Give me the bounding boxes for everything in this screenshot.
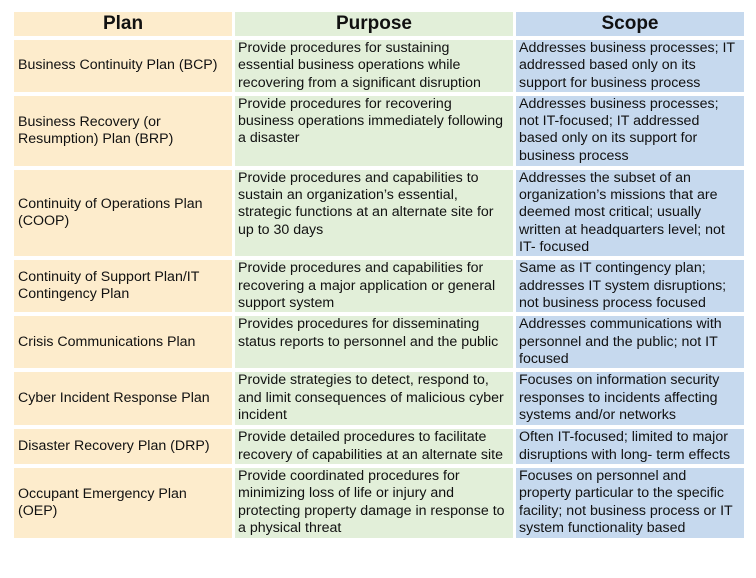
contingency-plans-table: [11, 8, 747, 542]
scope-cell: Focuses on personnel and property particular to the specific facility; not business process or IT system functionality based: [516, 468, 744, 538]
purpose-cell: Provide procedures for sustaining essential business operations while recovering from a significant disruption: [235, 40, 513, 92]
table-row: [14, 372, 744, 425]
plan-cell: Disaster Recovery Plan (DRP): [14, 429, 232, 464]
plan-cell: Crisis Communications Plan: [14, 316, 232, 368]
header-row: [14, 12, 744, 36]
scope-cell: Same as IT contingency plan; addresses IT system disruptions; not business process focused: [516, 260, 744, 312]
scope-cell: Addresses business processes; not IT-focused; IT addressed based only on its support for business process: [516, 96, 744, 166]
scope-cell: Addresses the subset of an organization’s missions that are deemed most critical; usually written at headquarters level; not IT- focused: [516, 170, 744, 256]
purpose-cell: Provide detailed procedures to facilitate recovery of capabilities at an alternate site: [235, 429, 513, 464]
plan-cell: Occupant Emergency Plan (OEP): [14, 468, 232, 538]
purpose-cell: Provides procedures for disseminating status reports to personnel and the public: [235, 316, 513, 368]
contingency-plans-table-container: [14, 12, 744, 542]
purpose-cell: Provide procedures and capabilities to sustain an organization’s essential, strategic functions at an alternate site for up to 30 days: [235, 170, 513, 256]
plan-cell: Continuity of Operations Plan (COOP): [14, 170, 232, 256]
plan-cell: Cyber Incident Response Plan: [14, 372, 232, 425]
purpose-cell: Provide strategies to detect, respond to, and limit consequences of malicious cyber incident: [235, 372, 513, 425]
purpose-cell: Provide procedures and capabilities for recovering a major application or general support system: [235, 260, 513, 312]
scope-cell: Focuses on information security responses to incidents affecting systems and/or networks: [516, 372, 744, 425]
scope-cell: Often IT-focused; limited to major disruptions with long- term effects: [516, 429, 744, 464]
scope-cell: Addresses business processes; IT addressed based only on its support for business process: [516, 40, 744, 92]
plan-cell: Business Recovery (or Resumption) Plan (BRP): [14, 96, 232, 166]
table-row: [14, 260, 744, 312]
purpose-cell: Provide procedures for recovering business operations immediately following a disaster: [235, 96, 513, 166]
header-scope: Scope: [516, 12, 744, 36]
table-row: [14, 40, 744, 92]
table-row: [14, 429, 744, 464]
plan-cell: Continuity of Support Plan/IT Contingency Plan: [14, 260, 232, 312]
purpose-cell: Provide coordinated procedures for minimizing loss of life or injury and protecting property damage in response to a physical threat: [235, 468, 513, 538]
scope-cell: Addresses communications with personnel and the public; not IT focused: [516, 316, 744, 368]
table-row: [14, 170, 744, 256]
table-row: [14, 96, 744, 166]
table-row: [14, 316, 744, 368]
table-row: [14, 468, 744, 538]
plan-cell: Business Continuity Plan (BCP): [14, 40, 232, 92]
header-plan: Plan: [14, 12, 232, 36]
header-purpose: Purpose: [235, 12, 513, 36]
